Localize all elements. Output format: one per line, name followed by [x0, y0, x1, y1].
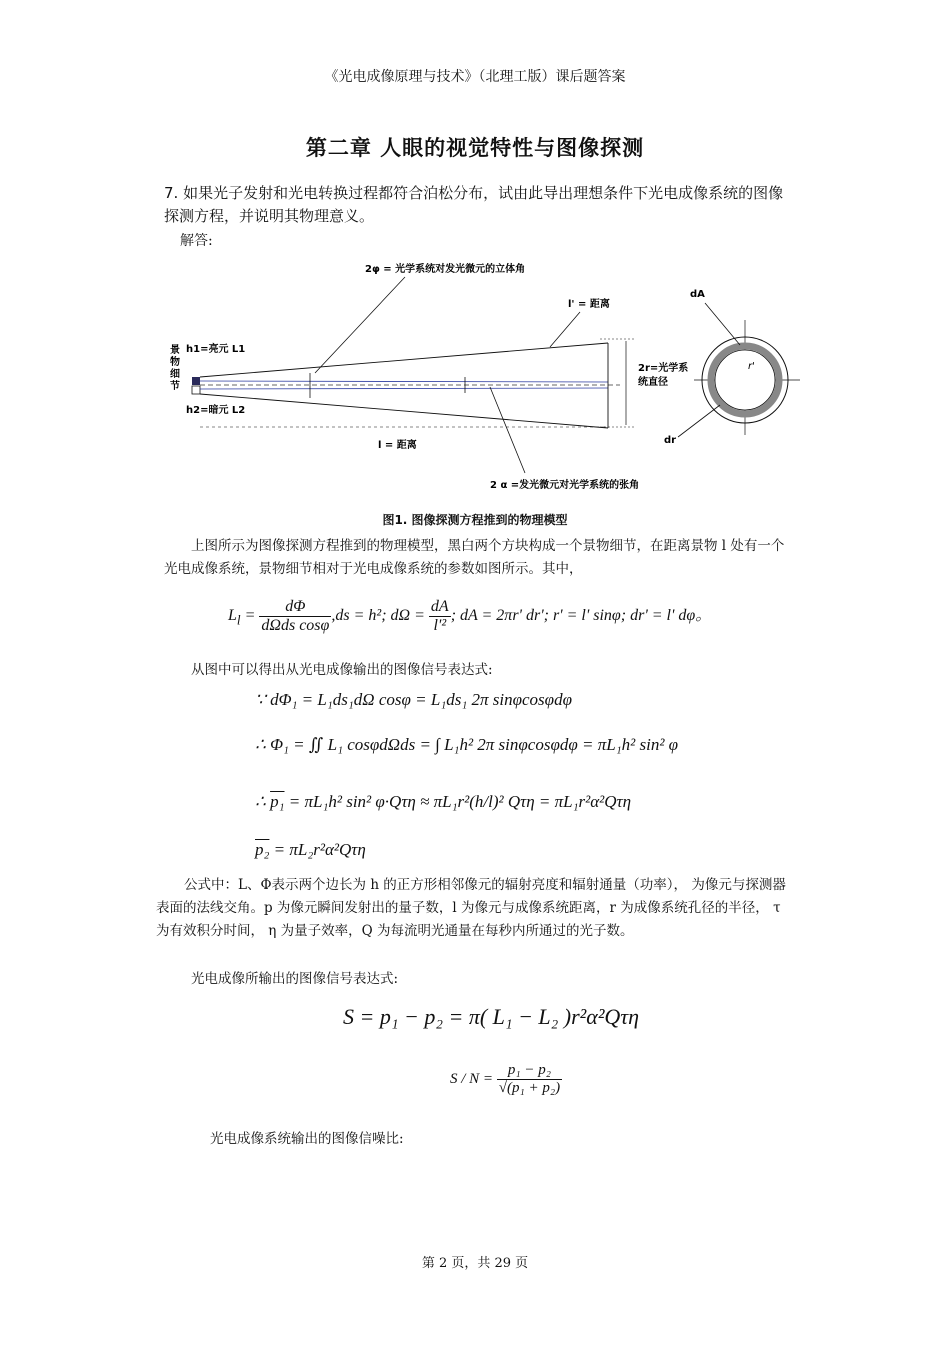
fig-label-h1: h1=亮元 L1: [186, 344, 246, 355]
eq-frac-2-den: l'²: [433, 617, 447, 634]
paragraph-signal: 从图中可以得出从光电成像输出的图像信号表达式:: [191, 662, 493, 678]
eq3-rhs: = πL₁h² sin² φ·Qτη ≈ πL₁r²(h/l)² Qτη = πL₁r²α²Qτη: [288, 792, 632, 811]
equation-1: ∵ dΦ₁ = L₁ds₁dΩ cosφ = L₁ds₁ 2π sinφcosφdφ: [255, 690, 572, 709]
eq6-num: p₁ − p₂: [497, 1062, 562, 1080]
eq4-lhs: p₂: [255, 840, 270, 859]
fig-leader-line-2: [550, 312, 580, 347]
eq6-lhs: S / N =: [450, 1070, 497, 1087]
eq-frac-1: [259, 598, 331, 635]
fig-label-alpha: 2 α =发光微元对光学系统的张角: [490, 480, 640, 491]
fig-label-object-3: 细: [170, 369, 180, 380]
fig-leader-line: [315, 277, 405, 373]
fig-label-dA: dA: [690, 289, 705, 300]
equation-5: S = p₁ − p₂ = π( L₁ − L₂ )r²α²Qτη: [343, 1004, 640, 1029]
equation-4: [255, 840, 366, 860]
fig-label-h2: h2=暗元 L2: [186, 405, 246, 416]
cone-upper-line: [200, 343, 608, 377]
eq4-rhs: = πL₂r²α²Qτη: [269, 840, 366, 859]
eq-frac-2-num: dA: [430, 598, 449, 615]
figure-caption: 图1. 图像探测方程推到的物理模型: [382, 513, 568, 527]
fig-label-aperture-1: 2r=光学系: [638, 363, 689, 374]
eq-frac-1-num: dΦ: [259, 598, 331, 617]
fig-label-solid-angle: 2φ = 光学系统对发光微元的立体角: [365, 264, 526, 275]
equation-definitions: [228, 598, 711, 635]
question-text: 7. 如果光子发射和光电转换过程都符合泊松分布，试由此导出理想条件下光电成像系统的图像探测方程，并说明其物理意义。: [164, 184, 784, 225]
fig-label-l: l = 距离: [378, 440, 417, 451]
eq-frac-2: [429, 598, 451, 635]
fig-label-object-4: 节: [170, 381, 180, 392]
chapter-title: 第二章 人眼的视觉特性与图像探测: [305, 135, 645, 160]
bright-element: [192, 377, 200, 385]
fig-label-object-2: 物: [170, 357, 180, 368]
paragraph-model: 上图所示为图像探测方程推到的物理模型，黑白两个方块构成一个景物细节，在距离景物 l 处有一个光电成像系统，景物细节相对于光电成像系统的参数如图所示。其中，: [164, 538, 785, 577]
eq-rest-1: ,ds = h²; dΩ =: [331, 607, 429, 625]
fig-label-l-prime: l' = 距离: [568, 299, 610, 310]
eq6-den: √(p₁ + p₂): [498, 1080, 561, 1096]
fig-leader-line-5: [678, 405, 720, 437]
ray-line-2: [200, 388, 608, 389]
cone-lower-line: [200, 394, 608, 428]
fig-label-aperture-2: 统直径: [638, 377, 668, 388]
page-footer: 第 2 页，共 29 页: [421, 1256, 529, 1271]
eq-equals: =: [240, 607, 260, 625]
fig-leader-line-4: [705, 303, 740, 345]
eq6-frac: [497, 1062, 562, 1097]
eq3-lhs: p₁: [270, 792, 285, 811]
fig-label-r-prime: r': [748, 361, 755, 372]
ray-line: [200, 381, 608, 382]
physical-model-figure: [160, 255, 800, 500]
eq-rest-2: ; dA = 2πr' dr'; r' = l' sinφ; dr' = l' dφ。: [450, 607, 712, 625]
eq-lhs-sub: l: [236, 612, 241, 628]
answer-label: 解答:: [180, 233, 213, 249]
inner-circle: [715, 350, 775, 410]
paragraph-snr: 光电成像系统输出的图像信噪比:: [210, 1131, 404, 1147]
equation-6: [450, 1062, 562, 1097]
eq-frac-1-den: dΩds cosφ: [261, 617, 330, 634]
fig-leader-line-3: [490, 387, 525, 473]
fig-label-object-1: 景: [170, 345, 180, 356]
fig-label-dr: dr: [664, 435, 677, 446]
dark-element: [192, 386, 200, 394]
page-header: 《光电成像原理与技术》（北理工版）课后题答案: [324, 69, 626, 85]
paragraph-output: 光电成像所输出的图像信号表达式:: [191, 971, 399, 987]
paragraph-symbols: 公式中：L、Φ表示两个边长为 h 的正方形相邻像元的辐射亮度和辐射通量（功率）， 为像元与探测器表面的法线交角。p 为像元瞬间发射出的量子数，l 为像元与成像系统距离，r 为成像系统孔径的半径， τ 为有效积分时间， η 为量子效率，Q 为每流明光通量在每秒内所通过的光子数。: [156, 877, 786, 939]
eq-lhs: L: [228, 607, 237, 625]
equation-3: ∴ p₁ = πL₁h² sin² φ·Qτη ≈ πL₁r²(h/l)² Qτη = πL₁r²α²Qτη: [255, 792, 632, 811]
equation-2: ∴ Φ₁ = ∬ L₁ cosφdΩds = ∫ L₁h² 2π sinφcosφdφ = πL₁h² sin² φ: [255, 735, 679, 754]
